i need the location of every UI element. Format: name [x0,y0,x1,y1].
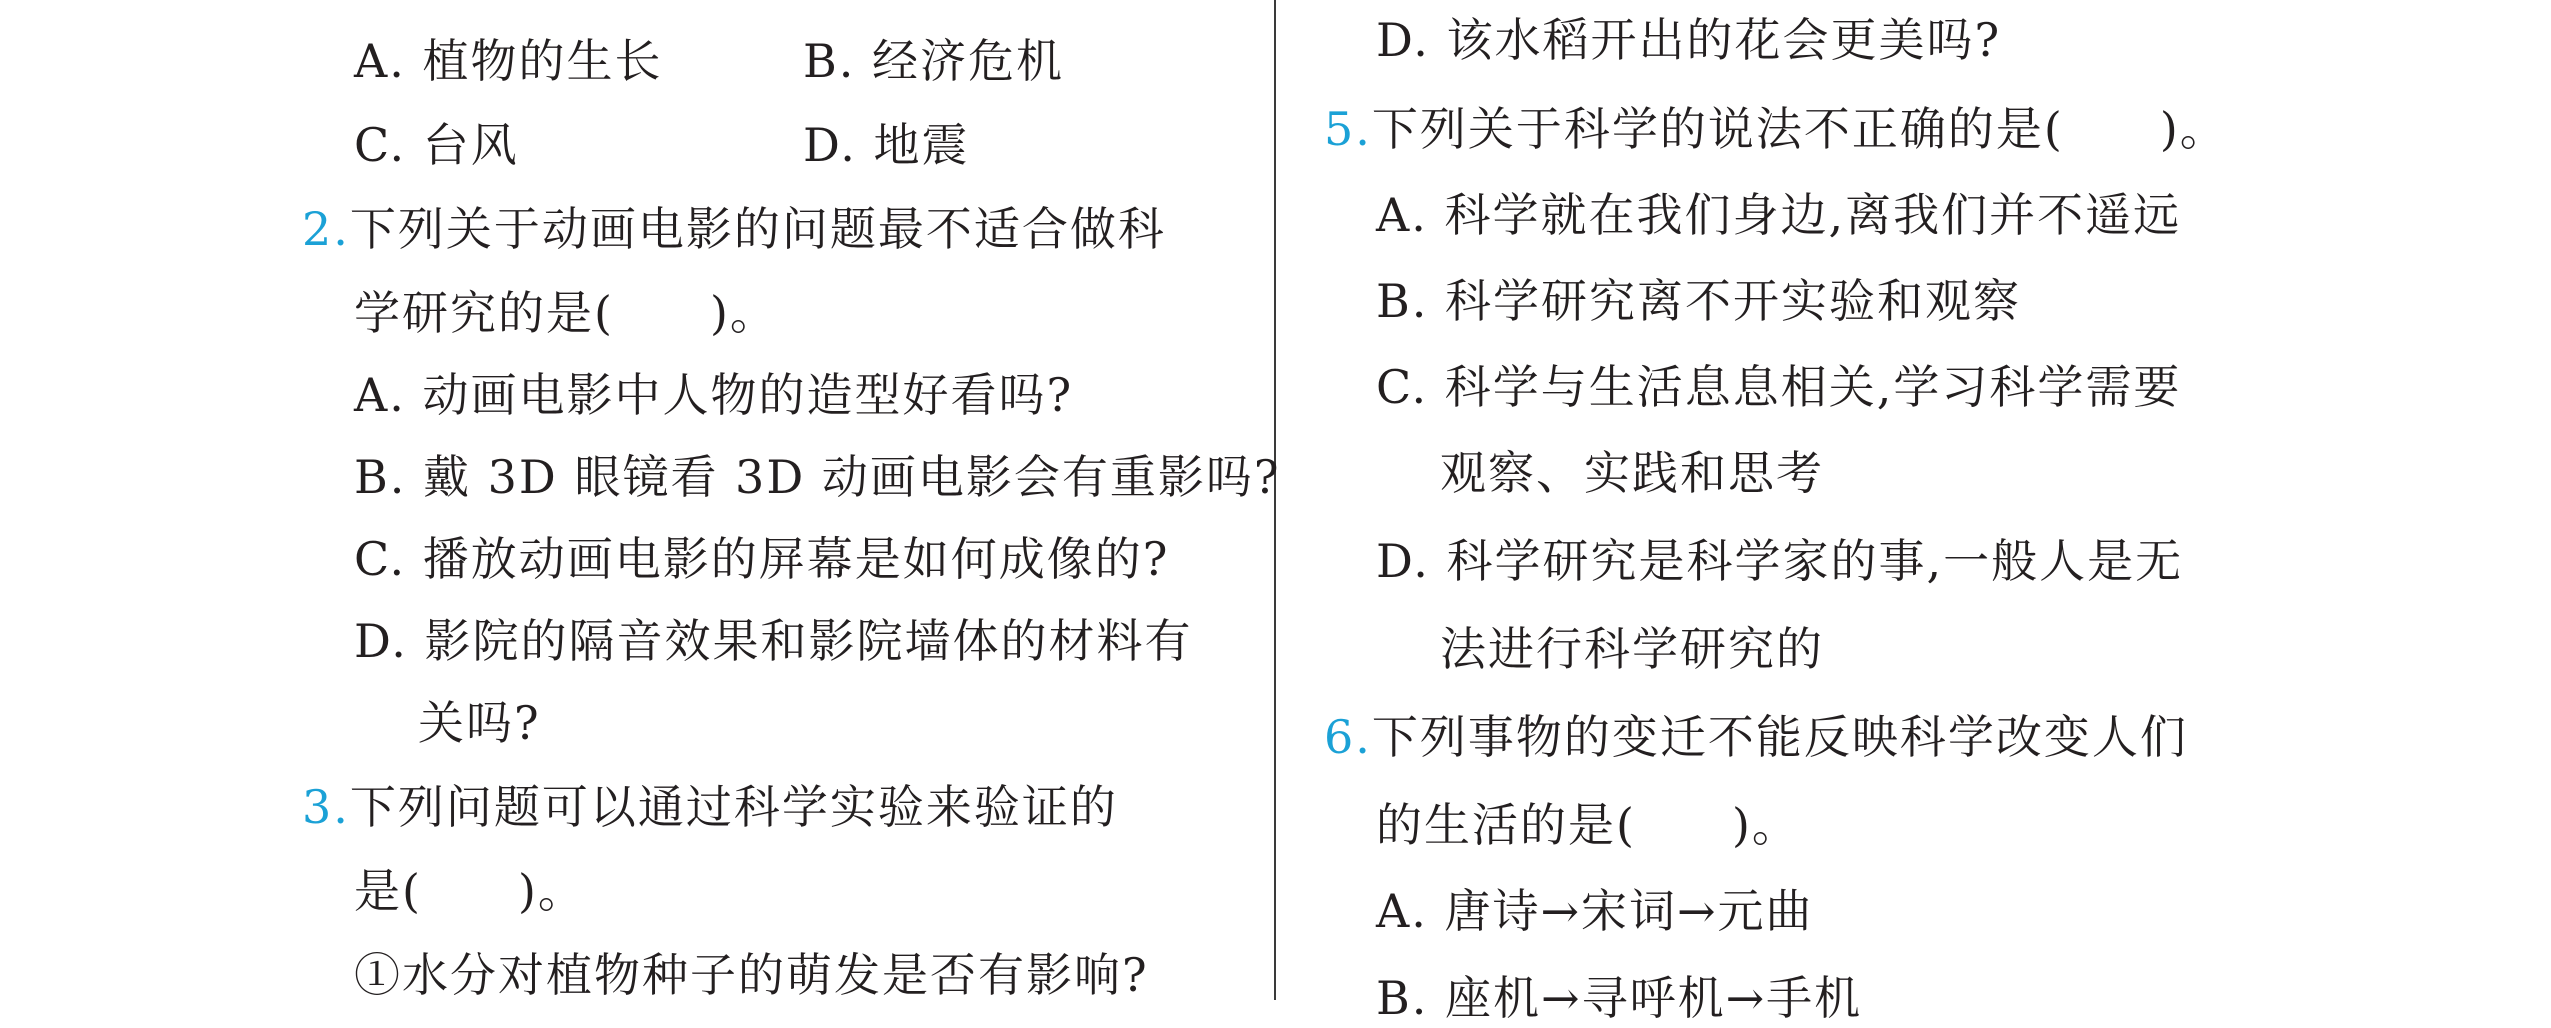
q3-item-1: ①水分对植物种子的萌发是否有影响? [354,948,1149,1002]
q6-option-a: A. 唐诗→宋词→元曲 [1376,884,1814,938]
q6-stem-line1 [1324,707,2188,767]
q2-option-d-line2: 关吗? [418,696,541,750]
q6-option-b-partial: B. 座机→寻呼机→手机 [1376,971,1863,1025]
q2-stem-line1 [302,199,1166,259]
q3-stem-text: 下列问题可以通过科学实验来验证的 [349,780,1118,834]
q6-number: 6. [1324,710,1372,764]
q3-stem-line2: 是( )。 [354,864,586,918]
q5-stem [1324,99,2228,159]
q2-option-d-line1: D. 影院的隔音效果和影院墙体的材料有 [354,614,1193,668]
q1-option-c: C. 台风 [354,118,519,172]
q2-stem-text: 下列关于动画电影的问题最不适合做科 [349,202,1166,256]
q2-option-b: B. 戴 3D 眼镜看 3D 动画电影会有重影吗? [354,450,1281,504]
q5-option-d-line2: 法进行科学研究的 [1440,622,1824,676]
q2-option-a: A. 动画电影中人物的造型好看吗? [354,368,1074,422]
q3-stem-line1 [302,777,1118,837]
q5-stem-text: 下列关于科学的说法不正确的是( )。 [1371,102,2228,156]
q5-option-b: B. 科学研究离不开实验和观察 [1376,274,2022,328]
q5-option-d-line1: D. 科学研究是科学家的事,一般人是无 [1376,534,2184,588]
q6-stem-line2: 的生活的是( )。 [1376,798,1800,852]
q2-number: 2. [302,202,350,256]
q4-option-d: D. 该水稻开出的花会更美吗? [1376,13,2002,67]
q1-option-a: A. 植物的生长 [354,34,663,88]
q5-number: 5. [1324,102,1372,156]
q1-option-b: B. 经济危机 [803,34,1065,88]
q1-option-d: D. 地震 [803,118,970,172]
q5-option-c-line1: C. 科学与生活息息相关,学习科学需要 [1376,360,2182,414]
q5-option-a: A. 科学就在我们身边,离我们并不遥远 [1376,188,2182,242]
q2-option-c: C. 播放动画电影的屏幕是如何成像的? [354,532,1170,586]
q2-stem-line2: 学研究的是( )。 [354,286,778,340]
q5-option-c-line2: 观察、实践和思考 [1440,446,1824,500]
q3-number: 3. [302,780,350,834]
q6-stem-text: 下列事物的变迁不能反映科学改变人们 [1371,710,2188,764]
